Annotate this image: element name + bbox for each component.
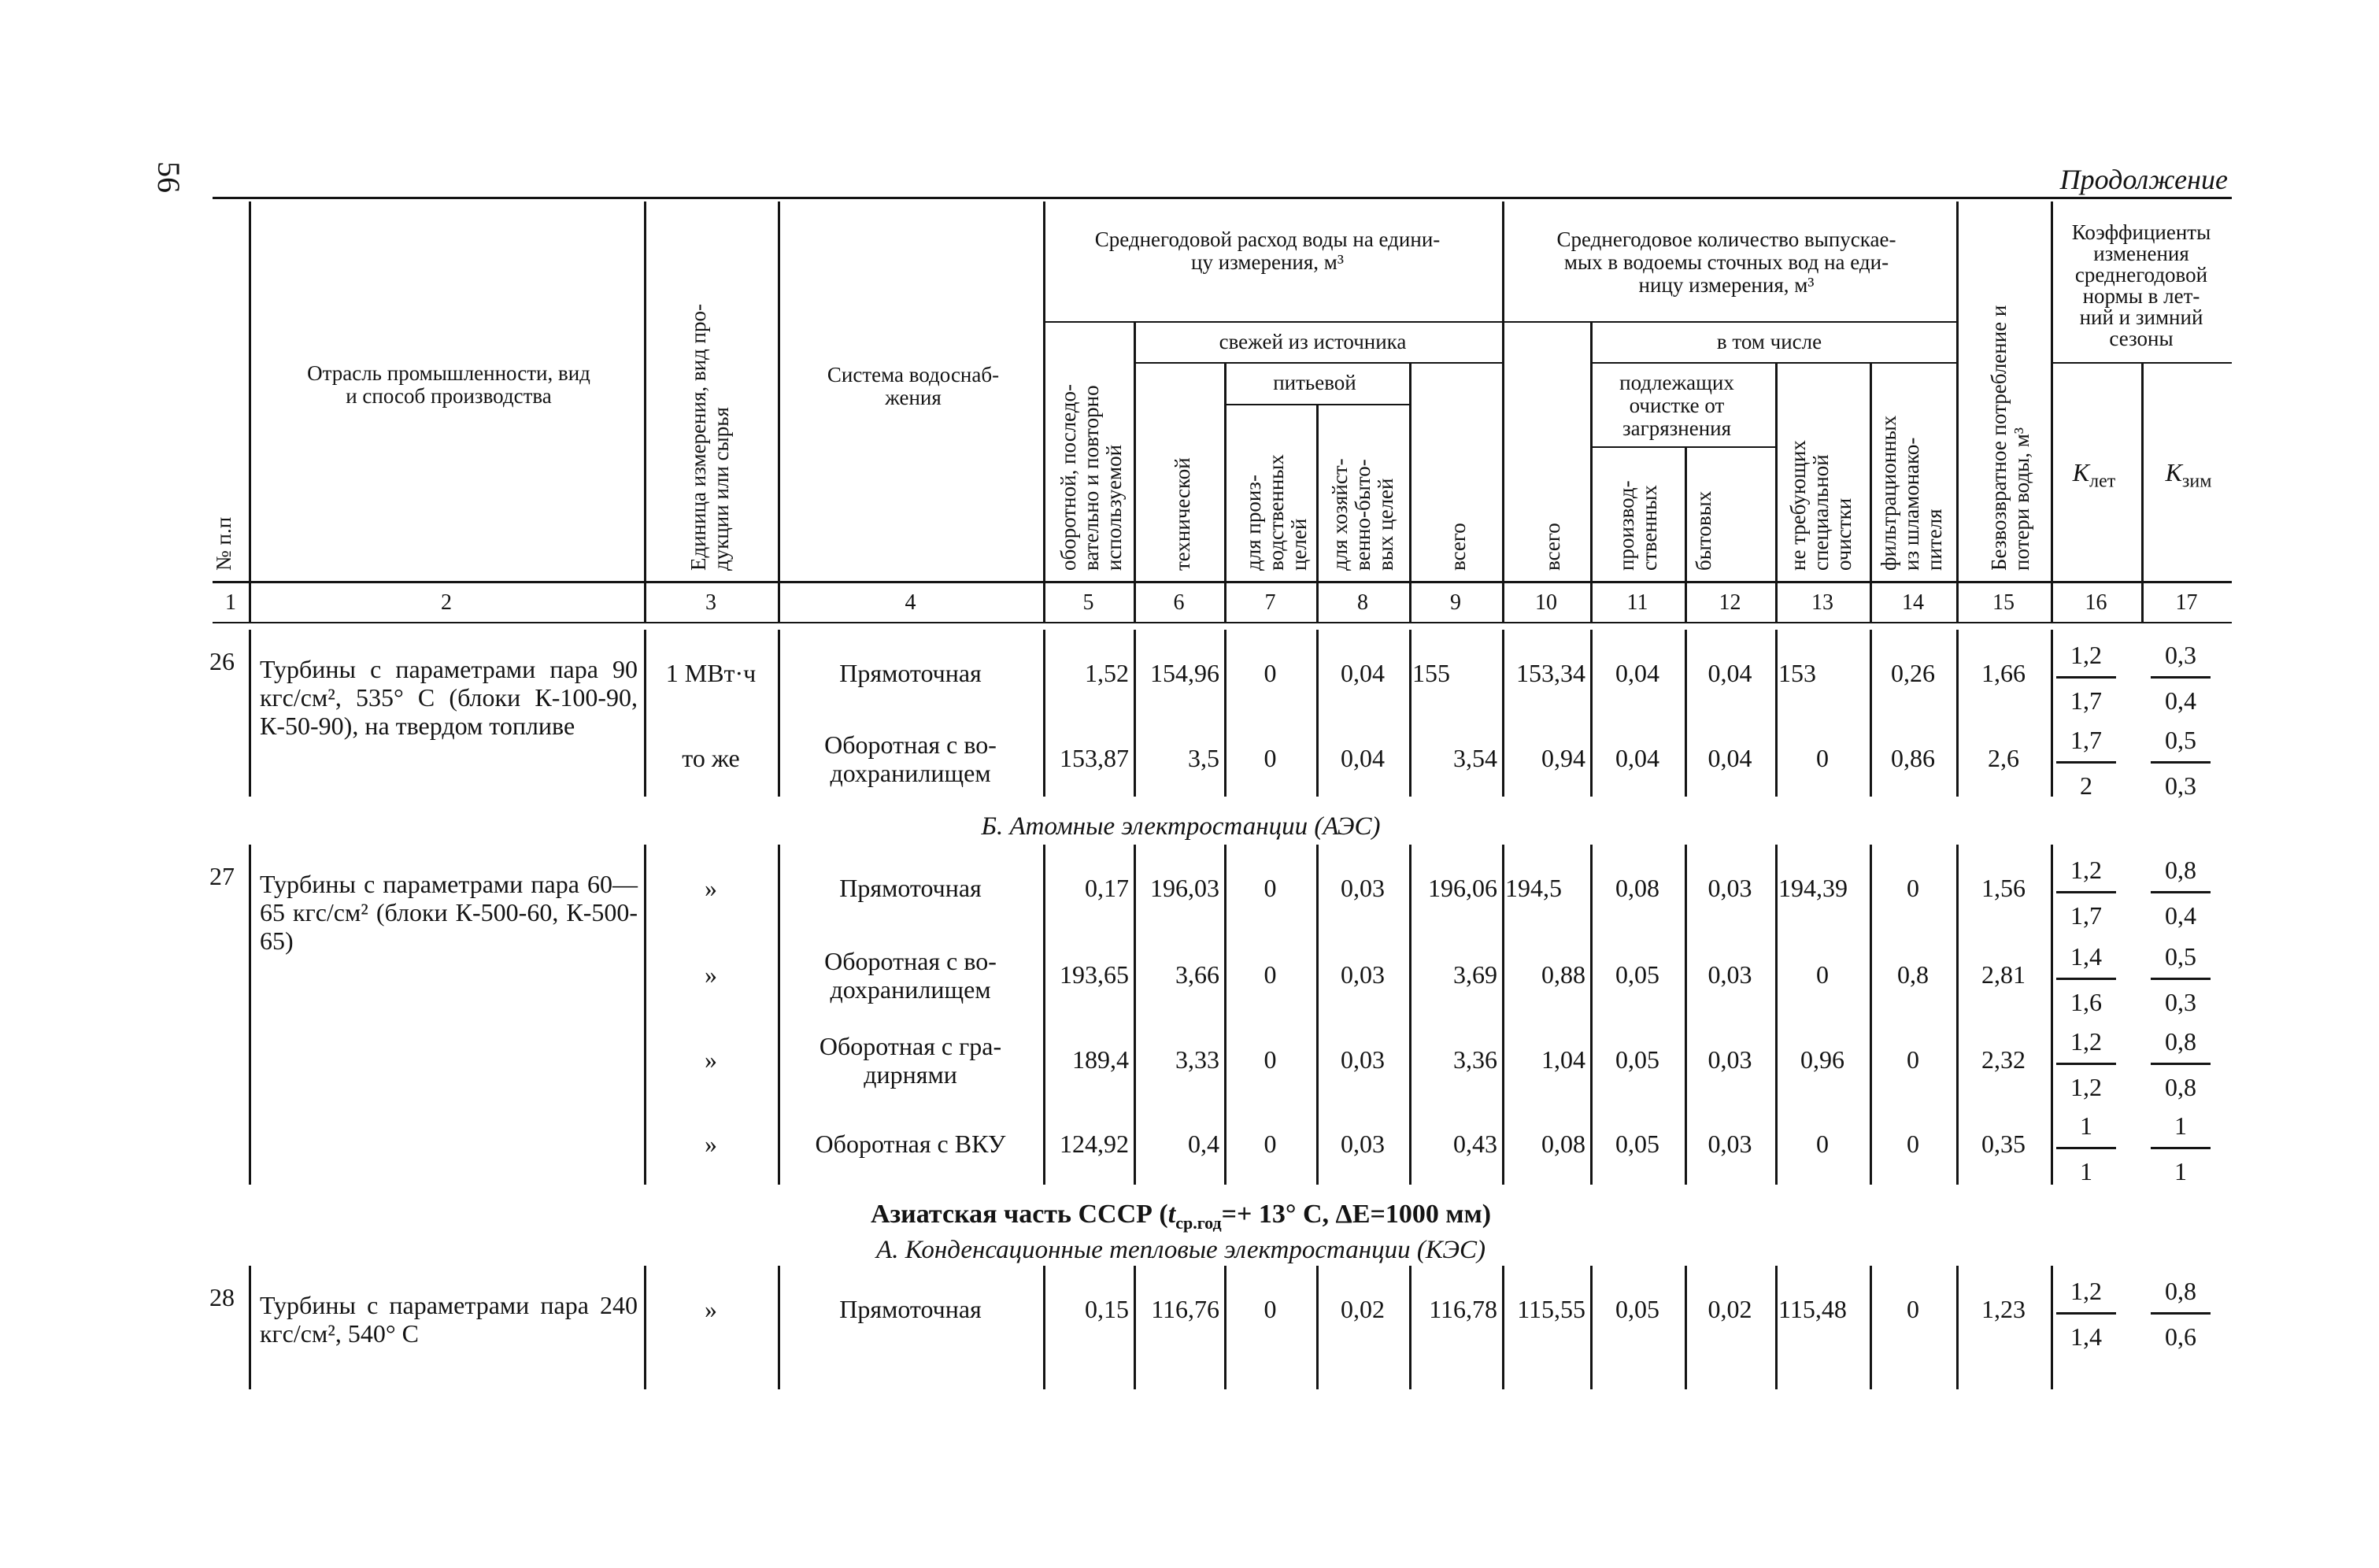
fraction-bar <box>2151 1312 2211 1315</box>
header-group-discharge: Среднегодовое количество выпускае- мых в водоемы сточных вод на еди- ницу измерения, м³ <box>1556 227 1896 297</box>
numerator: 0,8 <box>2165 1277 2196 1305</box>
fraction-bar <box>2056 676 2116 679</box>
fraction-bar <box>2056 1312 2116 1315</box>
column-number: 4 <box>905 590 916 615</box>
supply-system-cell: Оборотная с ВКУ <box>815 1130 1006 1158</box>
value-c11: 0,05 <box>1615 1130 1659 1158</box>
value-c5: 1,52 <box>1085 659 1129 687</box>
header-domestic-discharge: бытовых <box>1692 490 1715 571</box>
value-c14: 0 <box>1907 1295 1919 1323</box>
header-technical: технической <box>1171 457 1194 571</box>
denominator: 0,3 <box>2165 988 2196 1016</box>
value-c7: 0 <box>1263 960 1277 989</box>
header-group-consumption: Среднегодовой расход воды на едини- цу измерения, м³ <box>1094 227 1441 274</box>
rule <box>2141 362 2144 622</box>
fraction-bar <box>2151 891 2211 893</box>
value-c5: 189,4 <box>1072 1045 1129 1074</box>
value-c5: 0,17 <box>1085 874 1129 902</box>
column-number: 2 <box>441 590 452 615</box>
rule <box>1775 1266 1778 1389</box>
unit-cell: » <box>705 1130 717 1158</box>
value-c11: 0,05 <box>1615 1295 1659 1323</box>
rule <box>1043 1266 1045 1389</box>
fraction-bar <box>2056 761 2116 764</box>
value-c9: 116,78 <box>1429 1295 1497 1323</box>
value-c12: 0,03 <box>1707 1045 1752 1074</box>
header-fresh-total: всего <box>1446 523 1470 571</box>
fraction-bar <box>2056 1063 2116 1065</box>
header-no-treatment: не требующих специальной очистки <box>1786 440 1855 571</box>
column-number: 1 <box>225 590 236 615</box>
rule <box>249 630 251 797</box>
row-number: 26 <box>209 647 235 675</box>
supply-system-cell: Оборотная с во- дохранилищем <box>824 730 997 787</box>
supply-system-cell: Прямоточная <box>839 659 982 687</box>
rule <box>249 845 251 1185</box>
value-c15: 0,35 <box>1981 1130 2026 1158</box>
header-industrial-discharge: производ- ственных <box>1615 480 1661 571</box>
value-c7: 0 <box>1263 659 1277 687</box>
value-c15: 2,32 <box>1981 1045 2026 1074</box>
value-c10: 115,55 <box>1517 1295 1585 1323</box>
fraction-bar <box>2151 1063 2211 1065</box>
header-discharge-total: всего <box>1541 523 1564 571</box>
rule <box>778 1266 780 1389</box>
value-c11: 0,05 <box>1615 960 1659 989</box>
header-group-treatment: подлежащих очистке от загрязнения <box>1619 371 1734 440</box>
value-c14: 0 <box>1907 874 1919 902</box>
k-winter-fraction <box>2151 641 2211 715</box>
section-heading-kes: А. Конденсационные тепловые электростанции (КЭС) <box>876 1236 1485 1264</box>
column-number: 6 <box>1173 590 1185 615</box>
numerator: 0,5 <box>2165 726 2196 754</box>
k-summer-fraction <box>2056 942 2116 1016</box>
value-c14: 0 <box>1907 1130 1919 1158</box>
value-c15: 1,23 <box>1981 1295 2026 1323</box>
column-number: 7 <box>1264 590 1276 615</box>
value-c11: 0,05 <box>1615 1045 1659 1074</box>
k-summer-fraction <box>2056 856 2116 930</box>
column-number: 10 <box>1535 590 1557 615</box>
supply-system-cell: Прямоточная <box>839 1295 982 1323</box>
row-description: Турбины с параметрами пара 90 кгс/см², 535° С (блоки К-100-90, К-50-90), на твердом топливе <box>260 655 638 740</box>
column-number: 15 <box>1992 590 2015 615</box>
value-c13: 0 <box>1816 960 1829 989</box>
value-c13: 0 <box>1816 744 1829 772</box>
column-number: 9 <box>1450 590 1461 615</box>
rule <box>1956 202 1959 622</box>
fraction-bar <box>2151 1147 2211 1149</box>
header-col-number: № п.п <box>212 516 235 571</box>
header-group-drinking: питьевой <box>1273 371 1356 394</box>
value-c7: 0 <box>1263 744 1277 772</box>
supply-system-cell: Оборотная с гра- дирнями <box>819 1032 1002 1089</box>
value-c13: 0,96 <box>1800 1045 1844 1074</box>
column-number: 13 <box>1811 590 1833 615</box>
row-description: Турбины с параметрами пара 60—65 кгс/см² (блоки К-500-60, К-500-65) <box>260 870 638 955</box>
value-c15: 2,81 <box>1981 960 2026 989</box>
denominator: 0,8 <box>2165 1073 2196 1101</box>
value-c13: 153 <box>1778 659 1816 687</box>
value-c5: 193,65 <box>1060 960 1129 989</box>
value-c9: 0,43 <box>1453 1130 1497 1158</box>
value-c6: 154,96 <box>1150 659 1219 687</box>
column-number: 5 <box>1082 590 1094 615</box>
value-c15: 2,6 <box>1988 744 2019 772</box>
rule <box>1134 321 1136 622</box>
denominator: 1,7 <box>2070 901 2102 930</box>
rule <box>1870 1266 1872 1389</box>
column-number: 11 <box>1626 590 1648 615</box>
numerator: 1,7 <box>2070 726 2102 754</box>
rule <box>2051 1266 2053 1389</box>
denominator: 1,6 <box>2070 988 2102 1016</box>
rule <box>2051 845 2053 1185</box>
page-number: 56 <box>151 161 187 193</box>
fraction-bar <box>2056 978 2116 980</box>
fraction-bar <box>2151 978 2211 980</box>
supply-system-cell: Оборотная с во- дохранилищем <box>824 947 997 1004</box>
value-c12: 0,04 <box>1707 659 1752 687</box>
section-heading-aes: Б. Атомные электростанции (АЭС) <box>981 812 1381 841</box>
k-winter-fraction <box>2151 726 2211 800</box>
header-group-fresh: свежей из источника <box>1219 330 1407 353</box>
column-number: 3 <box>705 590 716 615</box>
k-winter-fraction <box>2151 1027 2211 1101</box>
column-number: 8 <box>1357 590 1368 615</box>
value-c6: 0,4 <box>1188 1130 1219 1158</box>
header-household-purposes: для хозяйст- венно-быто- вых целей <box>1328 458 1397 571</box>
value-c10: 194,5 <box>1505 874 1562 902</box>
rule <box>778 202 780 622</box>
rule <box>1502 1266 1504 1389</box>
denominator: 0,4 <box>2165 686 2196 715</box>
k-summer-fraction <box>2056 1027 2116 1101</box>
denominator: 0,4 <box>2165 901 2196 930</box>
rule <box>1316 1266 1319 1389</box>
value-c6: 3,66 <box>1175 960 1219 989</box>
numerator: 0,8 <box>2165 1027 2196 1056</box>
rule <box>1775 362 1778 622</box>
value-c9: 3,36 <box>1453 1045 1497 1074</box>
unit-cell: » <box>705 874 717 902</box>
value-c10: 1,04 <box>1541 1045 1585 1074</box>
value-c7: 0 <box>1263 1045 1277 1074</box>
header-filtration: фильтрационных из шламонако- пителя <box>1877 415 1946 571</box>
value-c12: 0,03 <box>1707 1130 1752 1158</box>
value-c8: 0,03 <box>1341 960 1385 989</box>
value-c9: 3,69 <box>1453 960 1497 989</box>
value-c13: 115,48 <box>1778 1295 1847 1323</box>
value-c12: 0,03 <box>1707 874 1752 902</box>
rule <box>1590 362 1956 364</box>
value-c9: 3,54 <box>1453 744 1497 772</box>
fraction-bar <box>2151 761 2211 764</box>
value-c11: 0,08 <box>1615 874 1659 902</box>
supply-system-cell: Прямоточная <box>839 874 982 902</box>
numerator: 0,5 <box>2165 942 2196 971</box>
value-c13: 194,39 <box>1778 874 1848 902</box>
value-c8: 0,02 <box>1341 1295 1385 1323</box>
value-c14: 0 <box>1907 1045 1919 1074</box>
header-industry: Отрасль промышленности, вид и способ производства <box>307 361 590 408</box>
denominator: 0,3 <box>2165 771 2196 800</box>
value-c8: 0,04 <box>1341 744 1385 772</box>
value-c8: 0,03 <box>1341 874 1385 902</box>
value-c8: 0,03 <box>1341 1130 1385 1158</box>
unit-cell: » <box>705 1045 717 1074</box>
header-recirculating: оборотной, последо- вательно и повторно используемой <box>1056 383 1126 571</box>
column-number: 16 <box>2085 590 2107 615</box>
row-number: 28 <box>209 1283 235 1311</box>
k-winter-fraction <box>2151 942 2211 1016</box>
value-c8: 0,04 <box>1341 659 1385 687</box>
denominator: 1 <box>2080 1157 2092 1185</box>
header-k-winter: $K_{зим}$ <box>2165 458 2212 492</box>
header-production-purposes: для произ- водственных целей <box>1241 454 1311 571</box>
rule <box>1685 1266 1687 1389</box>
k-summer-fraction <box>2056 726 2116 800</box>
value-c8: 0,03 <box>1341 1045 1385 1074</box>
section-heading-asia: Азиатская часть СССР ($t_{ср.год}=+ 13^\circ$ С, ΔE=1000 мм) <box>870 1200 1492 1233</box>
value-c7: 0 <box>1263 1295 1277 1323</box>
header-supply-system: Система водоснаб- жения <box>827 363 1000 409</box>
value-c6: 3,33 <box>1175 1045 1219 1074</box>
rule <box>1590 321 1593 622</box>
value-c15: 1,56 <box>1981 874 2026 902</box>
value-c5: 124,92 <box>1060 1130 1129 1158</box>
fraction-bar <box>2056 1147 2116 1149</box>
value-c9: 155 <box>1412 659 1450 687</box>
value-c10: 0,94 <box>1541 744 1585 772</box>
rule <box>644 202 646 622</box>
value-c6: 196,03 <box>1150 874 1219 902</box>
k-winter-fraction <box>2151 1277 2211 1351</box>
numerator: 1,4 <box>2070 942 2102 971</box>
value-c5: 0,15 <box>1085 1295 1129 1323</box>
value-c10: 0,88 <box>1541 960 1585 989</box>
value-c6: 116,76 <box>1151 1295 1219 1323</box>
value-c12: 0,02 <box>1707 1295 1752 1323</box>
value-c12: 0,04 <box>1707 744 1752 772</box>
rule <box>249 1266 251 1389</box>
denominator: 1,4 <box>2070 1322 2102 1351</box>
value-c13: 0 <box>1816 1130 1829 1158</box>
rule <box>1409 1266 1411 1389</box>
unit-cell: » <box>705 1295 717 1323</box>
numerator: 1 <box>2174 1111 2187 1140</box>
numerator: 1,2 <box>2070 1027 2102 1056</box>
header-unit: Единица измерения, вид про- дукции или сырья <box>686 304 733 571</box>
rule <box>1870 362 1872 622</box>
k-winter-fraction <box>2151 856 2211 930</box>
rule <box>1224 1266 1226 1389</box>
value-c11: 0,04 <box>1615 659 1659 687</box>
value-c7: 0 <box>1263 1130 1277 1158</box>
unit-cell: » <box>705 960 717 989</box>
value-c7: 0 <box>1263 874 1277 902</box>
value-c6: 3,5 <box>1188 744 1219 772</box>
rule <box>1134 362 1502 364</box>
rule <box>644 1266 646 1389</box>
k-summer-fraction <box>2056 641 2116 715</box>
numerator: 0,3 <box>2165 641 2196 669</box>
numerator: 0,8 <box>2165 856 2196 884</box>
denominator: 1,2 <box>2070 1073 2102 1101</box>
k-summer-fraction <box>2056 1111 2116 1185</box>
value-c14: 0,26 <box>1891 659 1935 687</box>
rule <box>213 622 2232 623</box>
unit-cell: то же <box>682 744 740 772</box>
denominator: 0,6 <box>2165 1322 2196 1351</box>
k-summer-fraction <box>2056 1277 2116 1351</box>
value-c10: 0,08 <box>1541 1130 1585 1158</box>
column-number: 14 <box>1902 590 1924 615</box>
rule <box>1224 362 1226 622</box>
rule <box>1590 1266 1593 1389</box>
continuation-label: Продолжение <box>2059 164 2228 195</box>
header-k-summer: $K_{лет}$ <box>2072 458 2116 492</box>
value-c5: 153,87 <box>1060 744 1129 772</box>
column-number: 12 <box>1719 590 1741 615</box>
rule <box>1502 321 1956 323</box>
value-c11: 0,04 <box>1615 744 1659 772</box>
rule <box>249 202 251 622</box>
header-group-coefficients: Коэффициенты изменения среднегодовой нормы в лет- ний и зимний сезоны <box>2071 220 2211 350</box>
rule <box>213 581 2232 583</box>
k-winter-fraction <box>2151 1111 2211 1185</box>
fraction-bar <box>2151 676 2211 679</box>
denominator: 1 <box>2174 1157 2187 1185</box>
numerator: 1,2 <box>2070 856 2102 884</box>
header-irretrievable: Безвозвратное потребление и потери воды, м³ <box>1987 305 2033 571</box>
value-c12: 0,03 <box>1707 960 1752 989</box>
denominator: 1,7 <box>2070 686 2102 715</box>
value-c14: 0,86 <box>1891 744 1935 772</box>
value-c15: 1,66 <box>1981 659 2026 687</box>
numerator: 1,2 <box>2070 1277 2102 1305</box>
header-group-including: в том числе <box>1716 330 1822 353</box>
unit-cell: 1 МВт·ч <box>665 659 757 687</box>
denominator: 2 <box>2080 771 2092 800</box>
value-c9: 196,06 <box>1428 874 1497 902</box>
rule <box>1956 1266 1959 1389</box>
column-number: 17 <box>2175 590 2198 615</box>
value-c10: 153,34 <box>1516 659 1585 687</box>
rule <box>1409 362 1411 622</box>
row-number: 27 <box>209 862 235 890</box>
fraction-bar <box>2056 891 2116 893</box>
row-description: Турбины с параметрами пара 240 кгс/см², 540° С <box>260 1291 638 1348</box>
rule <box>2051 630 2053 797</box>
value-c14: 0,8 <box>1897 960 1929 989</box>
rule <box>1134 1266 1136 1389</box>
numerator: 1 <box>2080 1111 2092 1140</box>
numerator: 1,2 <box>2070 641 2102 669</box>
rule <box>213 197 2232 199</box>
